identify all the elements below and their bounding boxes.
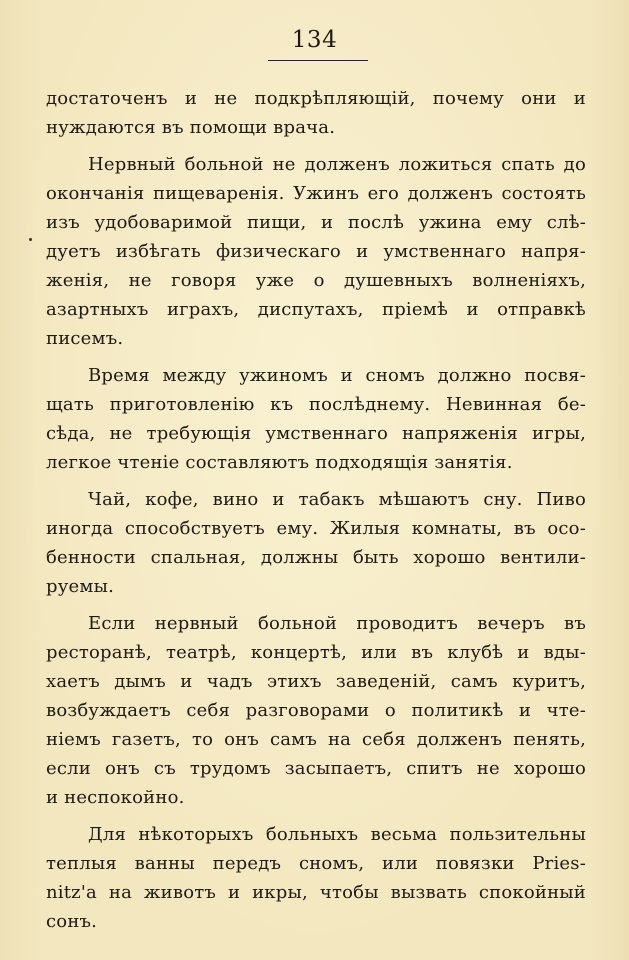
text-line: сонъ. [46,911,98,932]
paragraph [46,84,586,142]
header-rule [268,60,368,61]
text-line: Нервный больной не долженъ ложиться спать до [88,154,586,175]
text-line: сѣда, не требующія умственнаго напряженія игры, [46,423,586,444]
text-line: азартныхъ играхъ, диспутахъ, пріемѣ и отправкѣ [46,299,586,320]
text-line: дуетъ избѣгать физическаго и умственнаго напря- [46,241,586,262]
paragraph [46,150,586,353]
paragraph [46,820,586,936]
paragraph-gap [46,353,586,361]
paragraph-gap [46,142,586,150]
paragraph-gap [46,601,586,609]
text-line: Для нѣкоторыхъ больныхъ весьма пользительны [88,824,586,845]
text-line: руемы. [46,576,115,597]
text-line: писемъ. [46,328,124,349]
text-line: если онъ съ трудомъ засыпаетъ, спитъ не хорошо [46,758,586,779]
text-line: ніемъ газетъ, то онъ самъ на себя долженъ пенять, [46,729,586,750]
text-line: бенности спальная, должны быть хорошо вентили- [46,547,586,568]
text-line: хаетъ дымъ и чадъ этихъ заведеній, самъ куритъ, [46,671,586,692]
text-line: изъ удобоваримой пищи, и послѣ ужина ему слѣ- [46,212,586,233]
text-line: ресторанѣ, театрѣ, концертѣ, или въ клубѣ и вды- [46,642,586,663]
text-line: иногда способствуетъ ему. Жилыя комнаты, въ осо- [46,518,586,539]
paragraph [46,361,586,477]
margin-dot [29,238,32,241]
page-number: 134 [291,27,338,53]
text-line: nitz'а на животъ и икры, чтобы вызвать спокойный [46,882,586,903]
text-line: Если нервный больной проводитъ вечеръ въ [88,613,586,634]
paragraph [46,609,586,812]
text-line: Чай, кофе, вино и табакъ мѣшаютъ сну. Пиво [88,489,586,510]
text-line: теплыя ванны передъ сномъ, или повязки Pries- [46,853,586,874]
page-header [0,22,629,72]
paragraph-gap [46,812,586,820]
paragraph [46,485,586,601]
text-line: окончанія пищеваренія. Ужинъ его долженъ состоять [46,183,586,204]
text-line: Время между ужиномъ и сномъ должно посвя- [88,365,586,386]
body-text [46,84,586,936]
text-line: достаточенъ и не подкрѣпляющій, почему они и [46,88,586,109]
text-line: и неспокойно. [46,787,185,808]
paragraph-gap [46,477,586,485]
text-line: нуждаются въ помощи врача. [46,117,336,138]
text-line: щать приготовленію къ послѣднему. Невинная бе- [46,394,586,415]
text-line: возбуждаетъ себя разговорами о политикѣ и чте- [46,700,586,721]
text-line: легкое чтеніе составляютъ подходящія занятія. [46,452,513,473]
text-line: женія, не говоря уже о душевныхъ волненіяхъ, [46,270,586,291]
